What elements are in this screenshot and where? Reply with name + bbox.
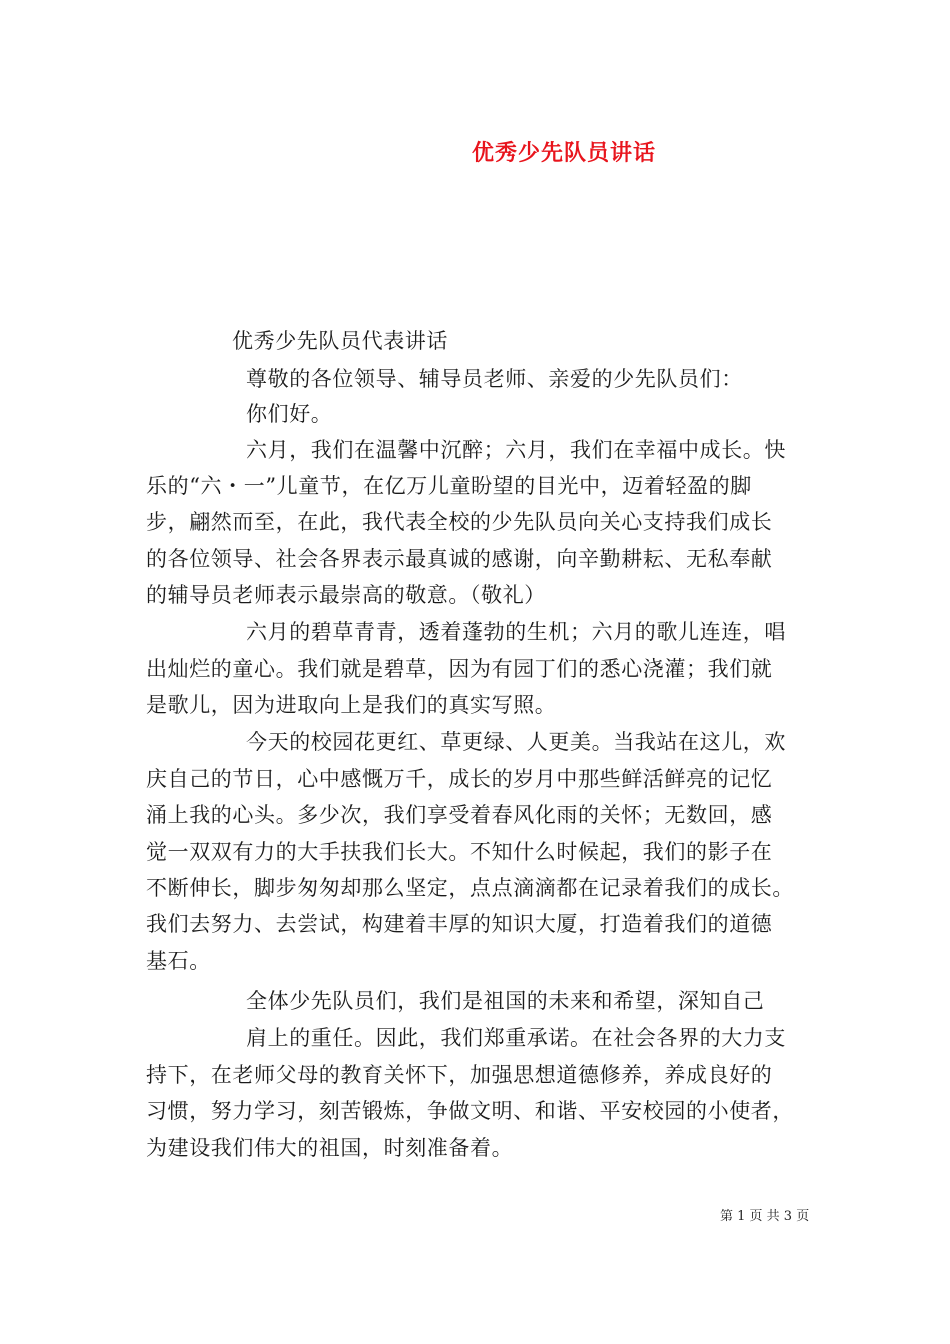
paragraph-line: 我们去努力、去尝试，构建着丰厚的知识大厦，打造着我们的道德 [146,912,773,936]
paragraph-line: 觉一双双有力的大手扶我们长大。不知什么时候起，我们的影子在 [146,840,773,864]
speech-subtitle: 优秀少先队员代表讲话 [232,329,448,353]
paragraph-line: 是歌儿，因为进取向上是我们的真实写照。 [146,693,557,717]
paragraph-line: 的辅导员老师表示最崇高的敬意。（敬礼） [146,583,546,607]
paragraph-line: 全体少先队员们，我们是祖国的未来和希望，深知自己 [246,989,765,1013]
paragraph-line: 庆自己的节日，心中感慨万千，成长的岁月中那些鲜活鲜亮的记忆 [146,767,773,791]
page-number-footer: 第 1 页 共 3 页 [720,1209,810,1224]
paragraph-line: 涌上我的心头。多少次，我们享受着春风化雨的关怀；无数回，感 [146,803,773,827]
paragraph-line: 六月，我们在温馨中沉醉；六月，我们在幸福中成长。快 [246,438,786,462]
paragraph-line: 今天的校园花更红、草更绿、人更美。当我站在这儿，欢 [246,730,786,754]
paragraph-line: 出灿烂的童心。我们就是碧草，因为有园丁们的悉心浇灌；我们就 [146,657,773,681]
paragraph-line: 为建设我们伟大的祖国，时刻准备着。 [146,1136,514,1160]
paragraph-line: 不断伸长，脚步匆匆却那么坚定，点点滴滴都在记录着我们的成长。 [146,876,794,900]
paragraph-line: 习惯，努力学习，刻苦锻炼，争做文明、和谐、平安校园的小使者， [146,1099,794,1123]
paragraph-line: 六月的碧草青青，透着蓬勃的生机；六月的歌儿连连，唱 [246,620,786,644]
paragraph-line: 持下，在老师父母的教育关怀下，加强思想道德修养，养成良好的 [146,1063,773,1087]
paragraph-line: 的各位领导、社会各界表示最真诚的感谢，向辛勤耕耘、无私奉献 [146,547,773,571]
greeting-line: 尊敬的各位领导、辅导员老师、亲爱的少先队员们： [246,367,743,391]
paragraph-line: 肩上的重任。因此，我们郑重承诺。在社会各界的大力支 [246,1026,786,1050]
paragraph-line: 步，翩然而至，在此，我代表全校的少先队员向关心支持我们成长 [146,510,773,534]
paragraph-line: 乐的“六・一”儿童节，在亿万儿童盼望的目光中，迈着轻盈的脚 [146,474,752,498]
hello-line: 你们好。 [246,402,333,426]
document-title: 优秀少先队员讲话 [471,140,656,166]
paragraph-line: 基石。 [146,949,211,973]
